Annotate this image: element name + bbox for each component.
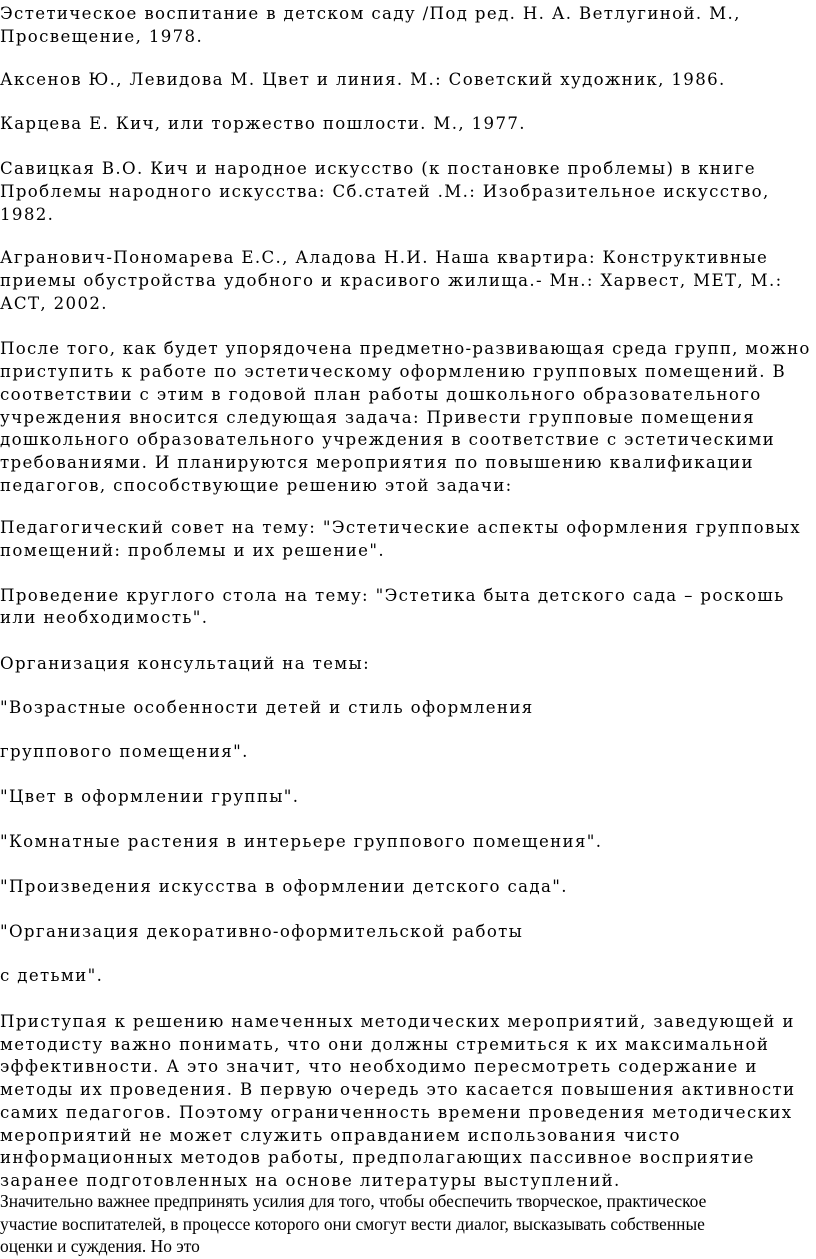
text-line: заранее подготовленных на основе литературы выступлений. — [0, 1171, 621, 1190]
text-line: методы их проведения. В первую очередь это касается повышения активности — [0, 1080, 796, 1099]
text-line: Савицкая В.О. Кич и народное искусство (к постановке проблемы) в книге — [0, 159, 756, 178]
text-line: "Организация декоративно-оформительской работы — [0, 922, 524, 941]
text-line: приемы обустройства удобного и красивого жилища.- Мн.: Харвест, МЕТ, М.: — [0, 271, 783, 290]
text-line: Проведение круглого стола на тему: "Эстетика быта детского сада – роскошь — [0, 586, 785, 605]
text-line: Просвещение, 1978. — [0, 27, 204, 46]
text-line: с детьми". — [0, 966, 104, 985]
text-line: "Комнатные растения в интерьере группового помещения". — [0, 832, 603, 851]
text-line: группового помещения". — [0, 742, 249, 761]
text-line: педагогов, способствующие решению этой задачи: — [0, 476, 513, 495]
text-line: оценки и суждения. Но это — [0, 1236, 200, 1256]
text-line: помещений: проблемы и их решение". — [0, 541, 385, 560]
text-line: "Цвет в оформлении группы". — [0, 787, 300, 806]
text-line: "Возрастные особенности детей и стиль оформления — [0, 698, 534, 717]
text-line: "Произведения искусства в оформлении детского сада". — [0, 877, 568, 896]
text-line: Педагогический совет на тему: "Эстетические аспекты оформления групповых — [0, 518, 801, 537]
text-line: После того, как будет упорядочена предметно-развивающая среда групп, можно — [0, 339, 811, 358]
text-line: учреждения вносится следующая задача: Привести групповые помещения — [0, 408, 755, 427]
text-line: методисту важно понимать, что они должны стремиться к их максимальной — [0, 1035, 770, 1054]
text-line: Проблемы народного искусства: Сб.статей .М.: Изобразительное искусство, — [0, 182, 770, 201]
text-line: информационных методов работы, предполагающих пассивное восприятие — [0, 1148, 755, 1167]
text-line: Карцева Е. Кич, или торжество пошлости. М., 1977. — [0, 114, 526, 133]
text-line: Аксенов Ю., Левидова М. Цвет и линия. М.: Советский художник, 1986. — [0, 70, 726, 89]
text-line: соответствии с этим в годовой план работы дошкольного образовательного — [0, 385, 762, 404]
text-line: Значительно важнее предпринять усилия для того, чтобы обеспечить творческое, практическое — [0, 1191, 707, 1211]
text-line: Приступая к решению намеченных методических мероприятий, заведующей и — [0, 1012, 795, 1031]
text-line: Агранович-Пономарева Е.С., Аладова Н.И. Наша квартира: Конструктивные — [0, 248, 769, 267]
text-line: мероприятий не может служить оправданием использования чисто — [0, 1126, 681, 1145]
text-line: или необходимость". — [0, 608, 209, 627]
text-line: самих педагогов. Поэтому ограниченность времени проведения методических — [0, 1103, 793, 1122]
text-line: требованиями. И планируются мероприятия по повышению квалификации — [0, 453, 754, 472]
text-line: участие воспитателей, в процессе которого они смогут вести диалог, высказывать собственные — [0, 1214, 705, 1234]
text-line: эффективности. А это значит, что необходимо пересмотреть содержание и — [0, 1057, 758, 1076]
text-line: АСТ, 2002. — [0, 294, 108, 313]
text-line: Эстетическое воспитание в детском саду /Под ред. Н. А. Ветлугиной. М., — [0, 4, 741, 23]
text-line: приступить к работе по эстетическому оформлению групповых помещений. В — [0, 362, 787, 381]
text-line: 1982. — [0, 205, 55, 224]
text-line: дошкольного образовательного учреждения в соответствие с эстетическими — [0, 430, 776, 449]
text-line: Организация консультаций на темы: — [0, 654, 371, 673]
